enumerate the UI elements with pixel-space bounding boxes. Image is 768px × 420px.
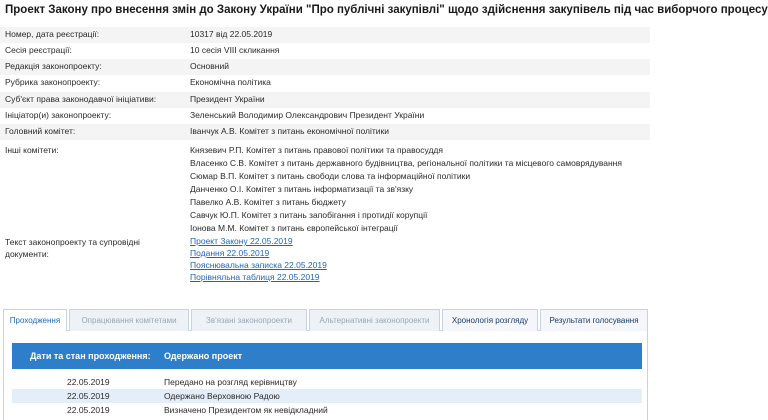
row-date: 22.05.2019 <box>67 391 110 401</box>
tab-committee-processing[interactable]: Опрацювання комітетами <box>69 309 189 331</box>
session-value: 10 сесія VIII скликання <box>190 45 280 55</box>
tab-voting-results[interactable]: Результати голосування <box>540 309 648 331</box>
rubric-value: Економічна політика <box>190 77 271 87</box>
subject-label: Суб'єкт права законодавчої ініціативи: <box>5 94 157 104</box>
table-row <box>12 389 642 403</box>
other-committee-item: Данченко О.І. Комітет з питань інформатизації та зв'язку <box>190 184 414 194</box>
other-committees-label: Інші комітети: <box>5 145 59 155</box>
subject-value: Президент України <box>190 94 265 104</box>
progress-table-header <box>12 343 642 369</box>
main-committee-value: Іванчук А.В. Комітет з питань економічної політики <box>190 126 390 136</box>
info-row-rubric <box>0 75 650 91</box>
info-row-edition <box>0 59 650 75</box>
event-column-header: Одержано проект <box>164 351 243 361</box>
tab-progress[interactable]: Проходження <box>3 309 67 332</box>
table-row <box>12 375 642 389</box>
tab-chronology[interactable]: Хронологія розгляду <box>442 309 538 331</box>
other-committee-item: Савчук Ю.П. Комітет з питань запобігання і протидії корупції <box>190 210 428 220</box>
info-row-initiator <box>0 108 650 124</box>
documents-label: Текст законопроекту та супровідні документи: <box>5 237 140 259</box>
other-committee-item: Сюмар В.П. Комітет з питань свободи слова та інформаційної політики <box>190 171 471 181</box>
initiator-label: Ініціатор(и) законопроекту: <box>5 110 112 120</box>
table-row <box>12 403 642 417</box>
document-link-explanatory-note[interactable]: Пояснювальна записка 22.05.2019 <box>190 260 327 270</box>
other-committee-item: Власенко С.В. Комітет з питань державного будівництва, регіональної політики та місцевого самоврядування <box>190 158 622 168</box>
document-link-submission[interactable]: Подання 22.05.2019 <box>190 248 270 258</box>
tab-alternative-bills[interactable]: Альтернативні законопроекти <box>309 309 440 331</box>
reg-number-label: Номер, дата реєстрації: <box>5 29 100 39</box>
rubric-label: Рубрика законопроекту: <box>5 77 101 87</box>
info-row-reg-number <box>0 27 650 43</box>
info-row-main-committee <box>0 124 650 140</box>
main-committee-label: Головний комітет: <box>5 126 76 136</box>
session-label: Сесія реєстрації: <box>5 45 72 55</box>
info-row-session <box>0 43 650 59</box>
row-date: 22.05.2019 <box>67 405 110 415</box>
document-link-comparison-table[interactable]: Порівняльна таблиця 22.05.2019 <box>190 272 320 282</box>
row-event: Передано на розгляд керівництву <box>164 377 297 387</box>
initiator-value: Зеленський Володимир Олександрович Президент України <box>190 110 425 120</box>
row-event: Одержано Верховною Радою <box>164 391 280 401</box>
tab-linked-bills[interactable]: Зв'язані законопроекти <box>191 309 307 331</box>
info-row-subject <box>0 92 650 108</box>
other-committee-item: Князевич Р.П. Комітет з питань правової політики та правосуддя <box>190 145 443 155</box>
other-committee-item: Іонова М.М. Комітет з питань європейської інтеграції <box>190 223 398 233</box>
other-committee-item: Павелко А.В. Комітет з питань бюджету <box>190 197 346 207</box>
edition-value: Основний <box>190 61 229 71</box>
page-title: Проект Закону про внесення змін до Закону України "Про публічні закупівлі" щодо здійснення закупівель під час виборчого процесу <box>5 4 768 16</box>
edition-label: Редакція законопроекту: <box>5 61 102 71</box>
reg-number-value: 10317 від 22.05.2019 <box>190 29 273 39</box>
document-link-bill[interactable]: Проект Закону 22.05.2019 <box>190 236 293 246</box>
date-column-header: Дати та стан проходження: <box>30 351 151 361</box>
progress-panel <box>3 331 648 420</box>
row-event: Визначено Президентом як невідкладний <box>164 405 328 415</box>
tab-bar <box>3 309 648 331</box>
row-date: 22.05.2019 <box>67 377 110 387</box>
